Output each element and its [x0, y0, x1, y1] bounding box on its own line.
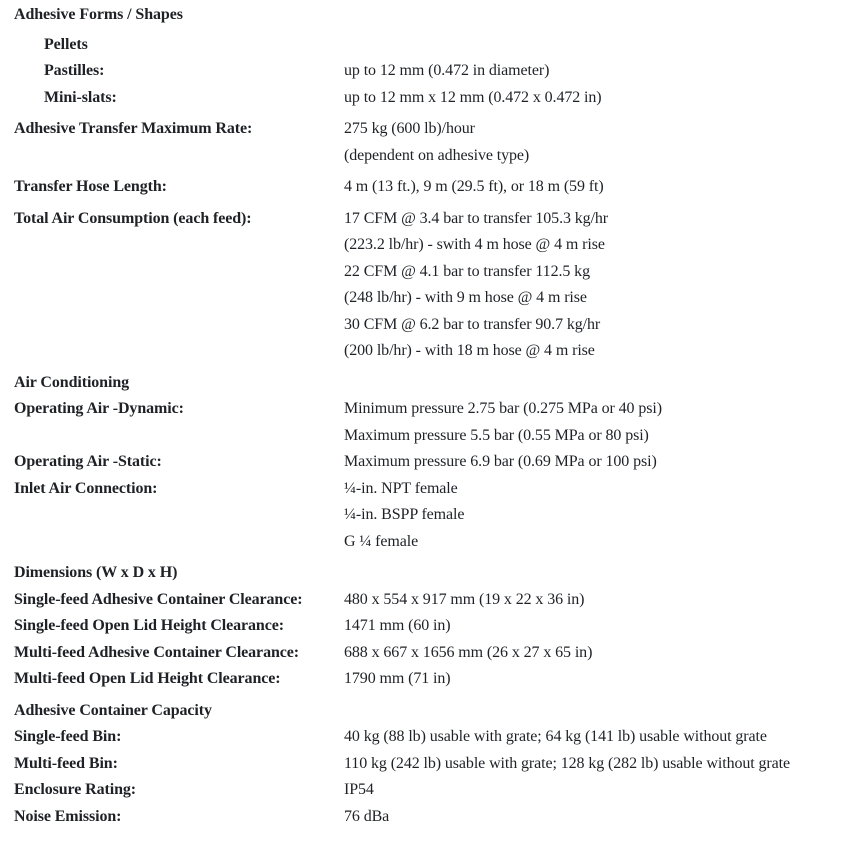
section-heading: Adhesive Container Capacity — [14, 701, 212, 719]
spec-row — [14, 206, 842, 365]
section-heading: Pellets — [44, 35, 88, 53]
spec-section — [14, 2, 842, 111]
spec-values — [344, 58, 842, 85]
spec-row — [14, 116, 842, 169]
spec-values — [344, 174, 842, 201]
spec-value: up to 12 mm (0.472 in diameter) — [344, 62, 550, 79]
spec-label: Single-feed Open Lid Height Clearance: — [14, 617, 284, 634]
spec-value: (248 lb/hr) - with 9 m hose @ 4 m rise — [344, 289, 587, 306]
spec-value: 275 kg (600 lb)/hour — [344, 120, 475, 137]
spec-values — [344, 116, 842, 169]
spec-values — [344, 587, 842, 614]
spec-section — [14, 206, 842, 365]
spec-value: 17 CFM @ 3.4 bar to transfer 105.3 kg/hr — [344, 209, 609, 227]
spec-value: 22 CFM @ 4.1 bar to transfer 112.5 kg — [344, 262, 590, 280]
spec-value: ¼-in. BSPP female — [344, 506, 465, 523]
section-heading: Air Conditioning — [14, 373, 130, 391]
spec-values — [344, 613, 842, 640]
spec-value: IP54 — [344, 781, 374, 798]
spec-row — [14, 640, 842, 667]
spec-values — [344, 85, 842, 112]
spec-row — [14, 666, 842, 693]
spec-value: 1471 mm (60 in) — [344, 617, 451, 634]
spec-value: 688 x 667 x 1656 mm (26 x 27 x 65 in) — [344, 643, 593, 661]
spec-value: (dependent on adhesive type) — [344, 146, 530, 164]
spec-row — [14, 449, 842, 476]
spec-values — [344, 640, 842, 667]
spec-value: 40 kg (88 lb) usable with grate; 64 kg (141 lb) usable without grate — [344, 728, 767, 745]
spec-value: 76 dBa — [344, 807, 390, 825]
spec-label: Noise Emission: — [14, 807, 122, 825]
spec-label: Single-feed Bin: — [14, 728, 122, 745]
section-heading: Dimensions (W x D x H) — [14, 564, 178, 581]
spec-heading-row — [14, 32, 842, 59]
spec-label: Operating Air -Dynamic: — [14, 400, 184, 417]
spec-row — [14, 777, 842, 804]
spec-heading-row — [14, 560, 842, 587]
spec-section — [14, 698, 842, 831]
spec-values — [344, 724, 842, 751]
spec-label: Multi-feed Open Lid Height Clearance: — [14, 670, 281, 687]
spec-section — [14, 174, 842, 201]
spec-values — [344, 777, 842, 804]
spec-row — [14, 58, 842, 85]
spec-label: Single-feed Adhesive Container Clearance: — [14, 590, 303, 608]
spec-value: 480 x 554 x 917 mm (19 x 22 x 36 in) — [344, 590, 585, 608]
spec-value: 110 kg (242 lb) usable with grate; 128 kg (282 lb) usable without grate — [344, 754, 790, 772]
spec-value: ¼-in. NPT female — [344, 479, 458, 497]
spec-value: up to 12 mm x 12 mm (0.472 x 0.472 in) — [344, 88, 602, 106]
spec-values — [344, 476, 842, 556]
spec-section — [14, 560, 842, 693]
spec-values — [344, 206, 842, 365]
spec-label: Adhesive Transfer Maximum Rate: — [14, 120, 253, 137]
spec-row — [14, 751, 842, 778]
spec-label: Inlet Air Connection: — [14, 479, 158, 497]
spec-label: Multi-feed Adhesive Container Clearance: — [14, 643, 299, 661]
section-heading: Adhesive Forms / Shapes — [14, 6, 183, 23]
spec-heading-row — [14, 698, 842, 725]
spec-value: Minimum pressure 2.75 bar (0.275 MPa or 40 psi) — [344, 400, 662, 417]
spec-section — [14, 116, 842, 169]
spec-row — [14, 613, 842, 640]
spec-label: Operating Air -Static: — [14, 453, 162, 470]
spec-value: Maximum pressure 6.9 bar (0.69 MPa or 100 psi) — [344, 453, 657, 470]
spec-row — [14, 724, 842, 751]
spec-label: Transfer Hose Length: — [14, 178, 167, 195]
spec-value: 1790 mm (71 in) — [344, 670, 451, 687]
spec-values — [344, 449, 842, 476]
spec-values — [344, 804, 842, 831]
spec-value: Maximum pressure 5.5 bar (0.55 MPa or 80 psi) — [344, 426, 649, 444]
spec-row — [14, 396, 842, 449]
spec-value: 30 CFM @ 6.2 bar to transfer 90.7 kg/hr — [344, 315, 601, 333]
spec-value: (223.2 lb/hr) - swith 4 m hose @ 4 m rise — [344, 236, 605, 253]
spec-values — [344, 751, 842, 778]
spec-values — [344, 396, 842, 449]
spec-label: Mini-slats: — [44, 88, 117, 106]
spec-label: Multi-feed Bin: — [14, 754, 118, 772]
spec-label: Total Air Consumption (each feed): — [14, 209, 252, 227]
spec-row — [14, 804, 842, 831]
spec-row — [14, 587, 842, 614]
spec-value: 4 m (13 ft.), 9 m (29.5 ft), or 18 m (59 ft) — [344, 178, 604, 195]
spec-label: Pastilles: — [44, 62, 105, 79]
spec-label: Enclosure Rating: — [14, 781, 137, 798]
spec-row — [14, 85, 842, 112]
spec-value: G ¼ female — [344, 532, 419, 550]
spec-value: (200 lb/hr) - with 18 m hose @ 4 m rise — [344, 342, 595, 359]
spec-section — [14, 370, 842, 556]
spec-row — [14, 476, 842, 556]
spec-heading-row — [14, 2, 842, 29]
spec-row — [14, 174, 842, 201]
spec-heading-row — [14, 370, 842, 397]
spec-values — [344, 666, 842, 693]
